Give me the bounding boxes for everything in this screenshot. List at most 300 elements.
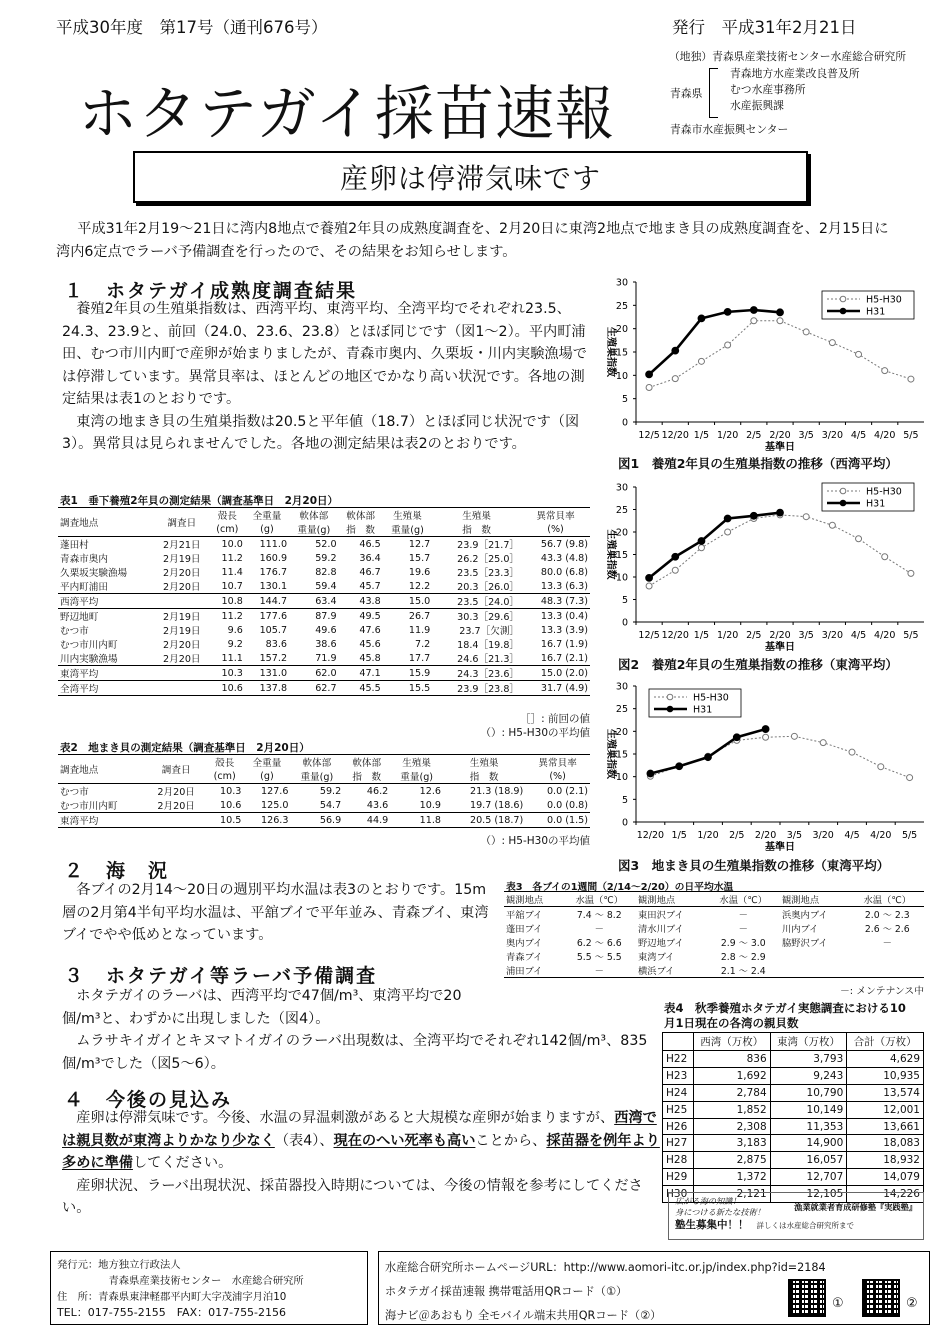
site-name: 川内実験漁場 (60, 654, 118, 665)
x-tick-label: 4/20 (870, 830, 892, 841)
chart-fig1-caption: 図1 養殖2年貝の生殖巣指数の推移（西湾平均） (618, 456, 898, 471)
data-point (820, 740, 826, 746)
data-point (724, 308, 731, 315)
legend-label: H5-H30 (866, 486, 902, 498)
table-4-caption-2: 月1日現在の各湾の親貝数 (664, 1016, 799, 1030)
buoy-name: 横浜ブイ (637, 966, 675, 977)
water-temp: 7.4 ～ 8.2 (576, 910, 622, 921)
table-1-caption: 表1 垂下養殖2年貝の測定結果（調査基準日 2月20日） (60, 495, 339, 507)
data-point (750, 307, 757, 314)
qr-code-2-icon[interactable] (862, 1279, 900, 1317)
count-value: 1,852 (693, 1101, 770, 1118)
footer-left-box (50, 1251, 368, 1325)
data-point (646, 371, 653, 378)
count-value: 10,149 (770, 1101, 847, 1118)
data-point (878, 764, 884, 770)
cell-value: 16.7 (1.9) (540, 638, 588, 650)
table-row (663, 1084, 924, 1101)
legend-label: H5-H30 (693, 692, 729, 704)
y-tick-label: 20 (615, 726, 628, 738)
count-value: 18,932 (847, 1152, 924, 1169)
issue-number: 平成30年度 第17号（通刊676号） (56, 18, 328, 37)
cell-value: 10.3 (221, 667, 243, 679)
data-point (908, 570, 914, 576)
table-row (58, 594, 590, 609)
data-point (672, 347, 679, 354)
water-temp: － (882, 938, 892, 949)
org-brace (709, 68, 718, 118)
s4-p1-a: 産卵は停滞気味です。今後、水温の昇温刺激があると大規模な産卵が始まりますが、 (76, 1110, 615, 1126)
count-value: 2,784 (693, 1084, 770, 1101)
table-1 (58, 507, 590, 696)
site-name: 青森市奥内 (60, 554, 108, 565)
s4-p1-b: （表4）、 (274, 1132, 334, 1149)
cell-value: 2月20日 (157, 787, 195, 798)
table-4-header: 西湾（万枚） (693, 1033, 770, 1051)
cell-value: 16.7 (2.1) (540, 652, 588, 664)
chart-fig2-caption: 図2 養殖2年貝の生殖巣指数の推移（東湾平均） (618, 657, 898, 672)
cell-value: 9.6 (227, 624, 243, 636)
table-row (663, 1101, 924, 1118)
water-temp: － (594, 966, 604, 977)
section-4-title: ４ 今後の見込み (64, 1089, 233, 1111)
table-4-caption-1: 表4 秋季養殖ホタテガイ実態調査における10 (664, 1001, 906, 1015)
cell-value: 11.8 (419, 814, 442, 826)
footer-left-2: 青森県産業技術センター 水産総合研究所 (57, 1275, 304, 1287)
cell-value: 144.7 (259, 595, 288, 607)
cell-value: 2月20日 (163, 582, 201, 593)
footer-left-1: 発行元：地方独立行政法人 (57, 1259, 181, 1271)
cell-value: 2月20日 (163, 568, 201, 579)
buoy-name: 脇野沢ブイ (781, 938, 828, 949)
cell-value: 21.3 (18.9) (469, 785, 524, 797)
y-tick-label: 15 (615, 749, 628, 761)
site-name: 東湾平均 (60, 669, 99, 680)
cell-value: 2月21日 (163, 540, 201, 551)
series-line-H5-H30 (649, 321, 911, 388)
banner-line-2: 身につける新たな技術！ (675, 1207, 765, 1217)
site-name: むつ市 (60, 787, 89, 798)
count-value: 1,692 (693, 1067, 770, 1084)
count-value: 9,243 (770, 1067, 847, 1084)
y-tick-label: 0 (621, 817, 628, 829)
t3-h-3: 観測地点 (637, 895, 676, 906)
water-temp (851, 963, 924, 978)
cell-value: 83.6 (265, 638, 288, 650)
table-row (663, 1135, 924, 1152)
data-point (750, 512, 757, 519)
water-temp: 2.0 ～ 2.3 (864, 910, 910, 921)
y-tick-label: 15 (615, 550, 628, 561)
year-label: H30 (663, 1186, 694, 1203)
t2-h-abn: 異常貝率 (538, 758, 577, 769)
training-banner[interactable] (668, 1192, 924, 1240)
x-tick-label: 4/5 (850, 430, 867, 441)
banner-line-4: 塾生募集中！！ (675, 1219, 749, 1231)
cell-value: 24.3［23.6］ (457, 669, 520, 680)
y-tick-label: 20 (615, 324, 628, 336)
buoy-name: 浜奥内ブイ (781, 910, 828, 921)
cell-value: 15.5 (408, 682, 431, 694)
buoy-name (780, 963, 851, 978)
x-tick-label: 1/20 (697, 830, 719, 841)
t2-h-gonad-w-unit: 重量(g) (400, 772, 434, 783)
cell-value: 160.9 (259, 552, 288, 564)
water-temp (851, 949, 924, 963)
cell-value: 127.6 (260, 785, 289, 797)
table-row (663, 1051, 924, 1068)
cell-value: 12.7 (408, 538, 431, 550)
cell-value: 26.7 (408, 610, 431, 622)
table-4-header: 合計（万枚） (847, 1033, 924, 1051)
cell-value: 13.3 (6.3) (540, 580, 588, 592)
table-1-note-2: （）: H5-H30の平均値 (480, 727, 590, 739)
table-row (58, 651, 590, 666)
legend-marker (667, 694, 673, 700)
cell-value: 31.7 (4.9) (540, 682, 588, 694)
x-tick-label: 5/5 (901, 830, 918, 841)
cell-value: 23.5［24.0］ (457, 597, 520, 608)
y-tick-label: 15 (615, 347, 628, 359)
cell-value: 10.6 (220, 799, 242, 811)
legend-marker (840, 308, 846, 314)
x-axis-label: 基準日 (765, 442, 795, 453)
buoy-name: 奥内ブイ (506, 938, 543, 949)
count-value: 11,353 (770, 1118, 847, 1135)
data-point (705, 754, 712, 761)
cell-value (154, 594, 210, 609)
count-value: 2,308 (693, 1118, 770, 1135)
data-point (733, 734, 740, 741)
series-line-H5-H30 (649, 515, 911, 586)
buoy-name: 青森ブイ (506, 952, 543, 963)
y-axis-label: 生殖巣指数 (605, 529, 616, 580)
cell-value: 10.8 (221, 595, 243, 607)
x-axis-label: 基準日 (765, 842, 795, 853)
cell-value: 177.6 (259, 610, 288, 622)
section-1-title: １ ホタテガイ成熟度調査結果 (64, 280, 358, 302)
section-3-body-2 (62, 1030, 658, 1075)
t1-h-date: 調査日 (167, 518, 197, 529)
data-point (856, 536, 862, 542)
year-label: H22 (663, 1051, 694, 1068)
data-point (672, 553, 679, 560)
table-header-row (663, 1033, 924, 1051)
cell-value: 43.8 (359, 595, 381, 607)
table-row (58, 623, 590, 637)
year-label: H26 (663, 1118, 694, 1135)
footer-qr1-label: ホタテガイ採苗速報 携帯電話用QRコード（①） (385, 1285, 628, 1298)
t2-h-total: 全重量 (252, 758, 282, 769)
org-sub-1: 青森地方水産業改良普及所 (730, 67, 860, 80)
data-point (856, 351, 862, 357)
y-tick-label: 25 (615, 300, 628, 312)
t3-h-4: 水温（℃） (719, 895, 768, 906)
cell-value: 46.7 (359, 566, 381, 578)
cell-value: 13.3 (0.4) (540, 610, 588, 622)
x-tick-label: 2/5 (746, 630, 762, 641)
year-label: H24 (663, 1084, 694, 1101)
table-row (58, 813, 590, 828)
data-point (791, 733, 797, 739)
footer-qr2-label: 海ナビ＠あおもり 全モバイル端末共用QRコード（②） (385, 1309, 662, 1322)
table-row (58, 609, 590, 624)
x-tick-label: 4/5 (850, 630, 867, 641)
x-tick-label: 12/20 (636, 830, 665, 841)
t1-h-soft-w: 軟体部 (299, 511, 329, 522)
count-value: 16,057 (770, 1152, 847, 1169)
data-point (803, 514, 809, 520)
count-value: 14,226 (847, 1186, 924, 1203)
t2-h-gonad-i-unit: 指 数 (469, 772, 499, 783)
s4-p1-u2: 現在のへい死率も高い (333, 1132, 476, 1149)
cell-value: 62.7 (315, 682, 337, 694)
y-tick-label: 0 (621, 617, 628, 629)
water-temp: 2.9 ～ 3.0 (720, 938, 766, 949)
count-value: 12,105 (770, 1186, 847, 1203)
cell-value: 18.4［19.8］ (457, 640, 520, 651)
count-value: 4,629 (847, 1051, 924, 1068)
cell-value: 15.0 (408, 595, 431, 607)
cell-value: 20.5 (18.7) (469, 814, 524, 826)
t2-h-soft-w: 軟体部 (302, 758, 332, 769)
t1-h-soft-w-unit: 重量(g) (297, 525, 331, 536)
t1-h-abn-unit: (%) (547, 523, 564, 535)
cell-value: 30.3［29.6］ (457, 612, 520, 623)
t1-h-shell: 殻長 (217, 511, 237, 522)
legend (822, 483, 914, 511)
data-point (763, 734, 769, 740)
legend-marker (840, 296, 846, 302)
t2-h-gonad-w: 生殖巣 (402, 758, 432, 769)
table-row (504, 935, 924, 949)
site-name: むつ市 (60, 626, 89, 637)
cell-value: 2月19日 (163, 612, 201, 623)
t2-h-total-unit: (g) (260, 770, 274, 782)
table-row (58, 666, 590, 681)
data-point (646, 583, 652, 589)
cell-value: 0.0 (1.5) (546, 814, 588, 826)
t1-h-abn: 異常貝率 (536, 511, 575, 522)
x-tick-label: 3/20 (812, 830, 834, 841)
t3-h-6: 水温（℃） (863, 895, 912, 906)
count-value: 14,079 (847, 1169, 924, 1186)
cell-value: 176.7 (259, 566, 288, 578)
y-tick-label: 25 (615, 704, 628, 716)
section-4-p2: 産卵状況、ラーバ出現状況、採苗器投入時期については、今後の情報を参考にしてください。 (62, 1177, 643, 1216)
table-row (58, 537, 590, 552)
cell-value: 56.7 (9.8) (540, 538, 588, 550)
data-point (725, 529, 731, 535)
cell-value: 87.9 (315, 610, 337, 622)
cell-value: 23.9［23.8］ (457, 684, 520, 695)
cell-value: 54.7 (319, 799, 342, 811)
legend-label: H31 (693, 704, 713, 716)
legend-label: H31 (866, 498, 886, 510)
section-3-title: ３ ホタテガイ等ラーバ予備調査 (64, 965, 378, 987)
table-row (58, 681, 590, 696)
water-temp: 2.1 ～ 2.4 (720, 966, 766, 977)
data-point (751, 318, 757, 324)
cell-value: 12.6 (419, 785, 442, 797)
cell-value: 45.5 (359, 682, 381, 694)
data-point (672, 376, 678, 382)
cell-value: 12.2 (408, 580, 431, 592)
count-value: 836 (693, 1051, 770, 1068)
series-line-H31 (649, 513, 780, 578)
site-name: 蓬田村 (60, 540, 89, 551)
t1-h-site: 調査地点 (60, 518, 99, 529)
table-row (504, 921, 924, 935)
y-tick-label: 0 (621, 417, 628, 429)
cell-value: 19.7 (18.6) (469, 799, 524, 811)
water-temp: 2.6 ～ 2.6 (864, 924, 910, 935)
y-tick-label: 30 (615, 482, 628, 494)
cell-value: 62.0 (315, 667, 337, 679)
chart-fig3 (594, 678, 934, 860)
cell-value: 47.1 (359, 667, 381, 679)
table-row (504, 949, 924, 963)
cell-value: 45.7 (359, 580, 381, 592)
count-value: 18,083 (847, 1135, 924, 1152)
cell-value: 11.2 (221, 610, 243, 622)
x-tick-label: 12/20 (661, 430, 689, 441)
x-axis-label: 基準日 (765, 642, 795, 653)
x-tick-label: 3/5 (786, 830, 803, 841)
data-point (698, 538, 705, 545)
chart-fig1 (594, 272, 934, 472)
qr-code-2-number: ② (906, 1296, 918, 1311)
water-temp: － (738, 924, 748, 935)
t1-h-gonad-w-unit: 重量(g) (391, 525, 424, 536)
cell-value: 71.9 (315, 652, 337, 664)
x-tick-label: 1/5 (693, 630, 710, 641)
cell-value: 24.6［21.3］ (457, 654, 520, 665)
cell-value: 10.5 (220, 814, 242, 826)
table-3-caption: 表3 各ブイの1週間（2/14～2/20）の日平均水温 (506, 882, 734, 893)
year-label: H27 (663, 1135, 694, 1152)
water-temp: 2.8 ～ 2.9 (720, 952, 766, 963)
data-point (803, 329, 809, 335)
t1-h-shell-unit: (cm) (216, 523, 239, 535)
banner-line-1: 広がる海の知識！ (675, 1196, 741, 1206)
cell-value: 126.3 (260, 814, 289, 826)
y-tick-label: 30 (615, 277, 628, 289)
cell-value: 17.7 (408, 652, 431, 664)
t1-h-soft-i: 軟体部 (346, 511, 376, 522)
legend-marker (840, 500, 846, 506)
data-point (724, 515, 731, 522)
table-3-body (504, 907, 924, 978)
cell-value: 7.2 (414, 638, 431, 650)
cell-value: 0.0 (2.1) (546, 785, 588, 797)
site-name: 全湾平均 (60, 684, 99, 695)
site-name: 野辺地町 (60, 612, 99, 623)
s4-p1-c: ことから、 (475, 1132, 547, 1149)
site-name: 平内町浦田 (60, 582, 108, 593)
data-point (698, 315, 705, 322)
y-tick-label: 25 (615, 505, 628, 516)
org-sub-3: 水産振興課 (730, 99, 784, 112)
t3-h-1: 観測地点 (506, 895, 544, 906)
x-tick-label: 2/20 (754, 830, 777, 841)
table-row (663, 1169, 924, 1186)
cell-value: 45.6 (359, 638, 381, 650)
y-tick-label: 5 (621, 394, 628, 406)
count-value: 13,574 (847, 1084, 924, 1101)
cell-value: 157.2 (259, 652, 288, 664)
table-1-notes (380, 712, 590, 740)
table-2-notes (380, 834, 590, 848)
year-label: H25 (663, 1101, 694, 1118)
site-name: 西湾平均 (60, 597, 99, 608)
cell-value: 15.7 (408, 552, 431, 564)
buoy-name (780, 949, 851, 963)
y-tick-label: 30 (615, 681, 628, 693)
x-tick-label: 12/5 (638, 630, 660, 641)
cell-value (154, 681, 210, 696)
count-value: 2,121 (693, 1186, 770, 1203)
t3-h-5: 観測地点 (781, 895, 820, 906)
x-tick-label: 2/20 (769, 630, 791, 641)
cell-value: 13.3 (3.9) (540, 624, 588, 636)
buoy-name: 東湾ブイ (637, 952, 675, 963)
homepage-url[interactable]: 水産総合研究所ホームページURL：http://www.aomori-itc.or.jp/index.php?id=2184 (385, 1261, 826, 1274)
cell-value: 36.4 (359, 552, 381, 564)
cell-value: 26.2［25.0］ (457, 554, 520, 565)
t2-h-shell-unit: (cm) (213, 770, 236, 782)
cell-value: 59.2 (315, 552, 337, 564)
cell-value: 2月20日 (163, 654, 201, 665)
legend (822, 291, 914, 319)
section-4-body (62, 1107, 660, 1220)
cell-value: 2月19日 (163, 626, 201, 637)
table-3-note: －: メンテナンス中 (839, 986, 924, 997)
t2-h-shell: 殻長 (215, 758, 235, 769)
data-point (829, 340, 835, 346)
table-4-header (663, 1033, 694, 1051)
x-tick-label: 3/20 (821, 430, 844, 441)
y-axis-label: 生殖巣指数 (605, 327, 616, 377)
t2-h-date: 調査日 (161, 765, 191, 776)
site-name: むつ市川内町 (60, 801, 118, 812)
cell-value: 10.9 (419, 799, 442, 811)
cell-value: 49.6 (315, 624, 337, 636)
data-point (908, 376, 914, 382)
cell-value: 15.9 (408, 667, 431, 679)
buoy-name: 蓬田ブイ (506, 924, 543, 935)
cell-value: 19.6 (408, 566, 431, 578)
count-value: 12,001 (847, 1101, 924, 1118)
data-point (907, 775, 913, 781)
x-tick-label: 1/20 (716, 630, 739, 641)
qr-code-1-icon[interactable] (788, 1279, 826, 1317)
cell-value: 2月19日 (163, 554, 201, 565)
y-tick-label: 10 (615, 772, 628, 784)
cell-value: 9.2 (227, 638, 243, 650)
table-1-note-1: ［］: 前回の値 (520, 713, 590, 725)
water-temp: － (738, 910, 748, 921)
data-point (698, 545, 704, 551)
table-4-header: 東湾（万枚） (770, 1033, 847, 1051)
qr-code-1-number: ① (832, 1296, 844, 1311)
table-row (663, 1067, 924, 1084)
table-row (58, 784, 590, 799)
org-sub-2: むつ水産事務所 (730, 83, 806, 96)
cell-value: 137.8 (259, 682, 288, 694)
x-tick-label: 12/5 (638, 430, 660, 441)
table-4-caption (664, 1001, 906, 1031)
